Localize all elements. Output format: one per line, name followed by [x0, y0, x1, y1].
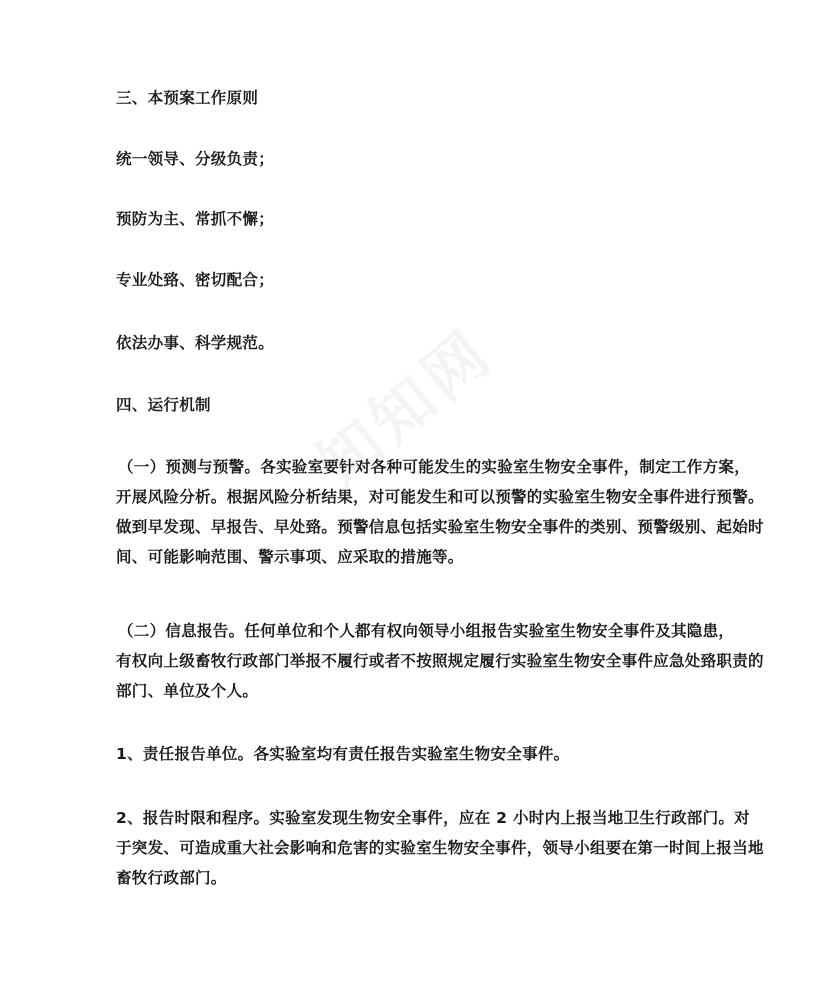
paragraph-line: 做到早发现、早报告、早处臵。预警信息包括实验室生物安全事件的类别、预警级别、起始时 — [116, 518, 764, 536]
section-heading-3: 三、本预案工作原则 — [116, 89, 259, 107]
principle-4: 依法办事、科学规范。 — [116, 334, 275, 352]
paragraph-line: 间、可能影响范围、警示事项、应采取的措施等。 — [116, 548, 464, 566]
item-responsible-units: 1、责任报告单位。各实验室均有责任报告实验室生物安全事件。 — [116, 745, 570, 763]
principle-3: 专业处臵、密切配合； — [116, 271, 275, 289]
paragraph-line: 于突发、可造成重大社会影响和危害的实验室生物安全事件，领导小组要在第一时间上报当地 — [116, 839, 764, 857]
paragraph-line: （一）预测与预警。各实验室要针对各种可能发生的实验室生物安全事件，制定工作方案， — [118, 458, 751, 476]
paragraph-line: 有权向上级畜牧行政部门举报不履行或者不按照规定履行实验室生物安全事件应急处臵职责的 — [116, 652, 764, 670]
paragraph-line: （二）信息报告。任何单位和个人都有权向领导小组报告实验室生物安全事件及其隐患， — [118, 622, 735, 640]
paragraph-forecast-warning — [116, 452, 764, 572]
principle-2: 预防为主、常抓不懈； — [116, 210, 275, 228]
paragraph-report-deadline — [116, 803, 764, 893]
paragraph-line: 2、报告时限和程序。实验室发现生物安全事件，应在 2 小时内上报当地卫生行政部门。对 — [116, 809, 750, 827]
paragraph-info-report — [116, 616, 764, 706]
paragraph-line: 畜牧行政部门。 — [116, 869, 227, 887]
section-heading-4: 四、运行机制 — [116, 396, 211, 414]
paragraph-line: 开展风险分析。根据风险分析结果，对可能发生和可以预警的实验室生物安全事件进行预警。 — [116, 488, 764, 506]
paragraph-line: 部门、单位及个人。 — [116, 682, 259, 700]
principle-1: 统一领导、分级负责； — [116, 150, 275, 168]
